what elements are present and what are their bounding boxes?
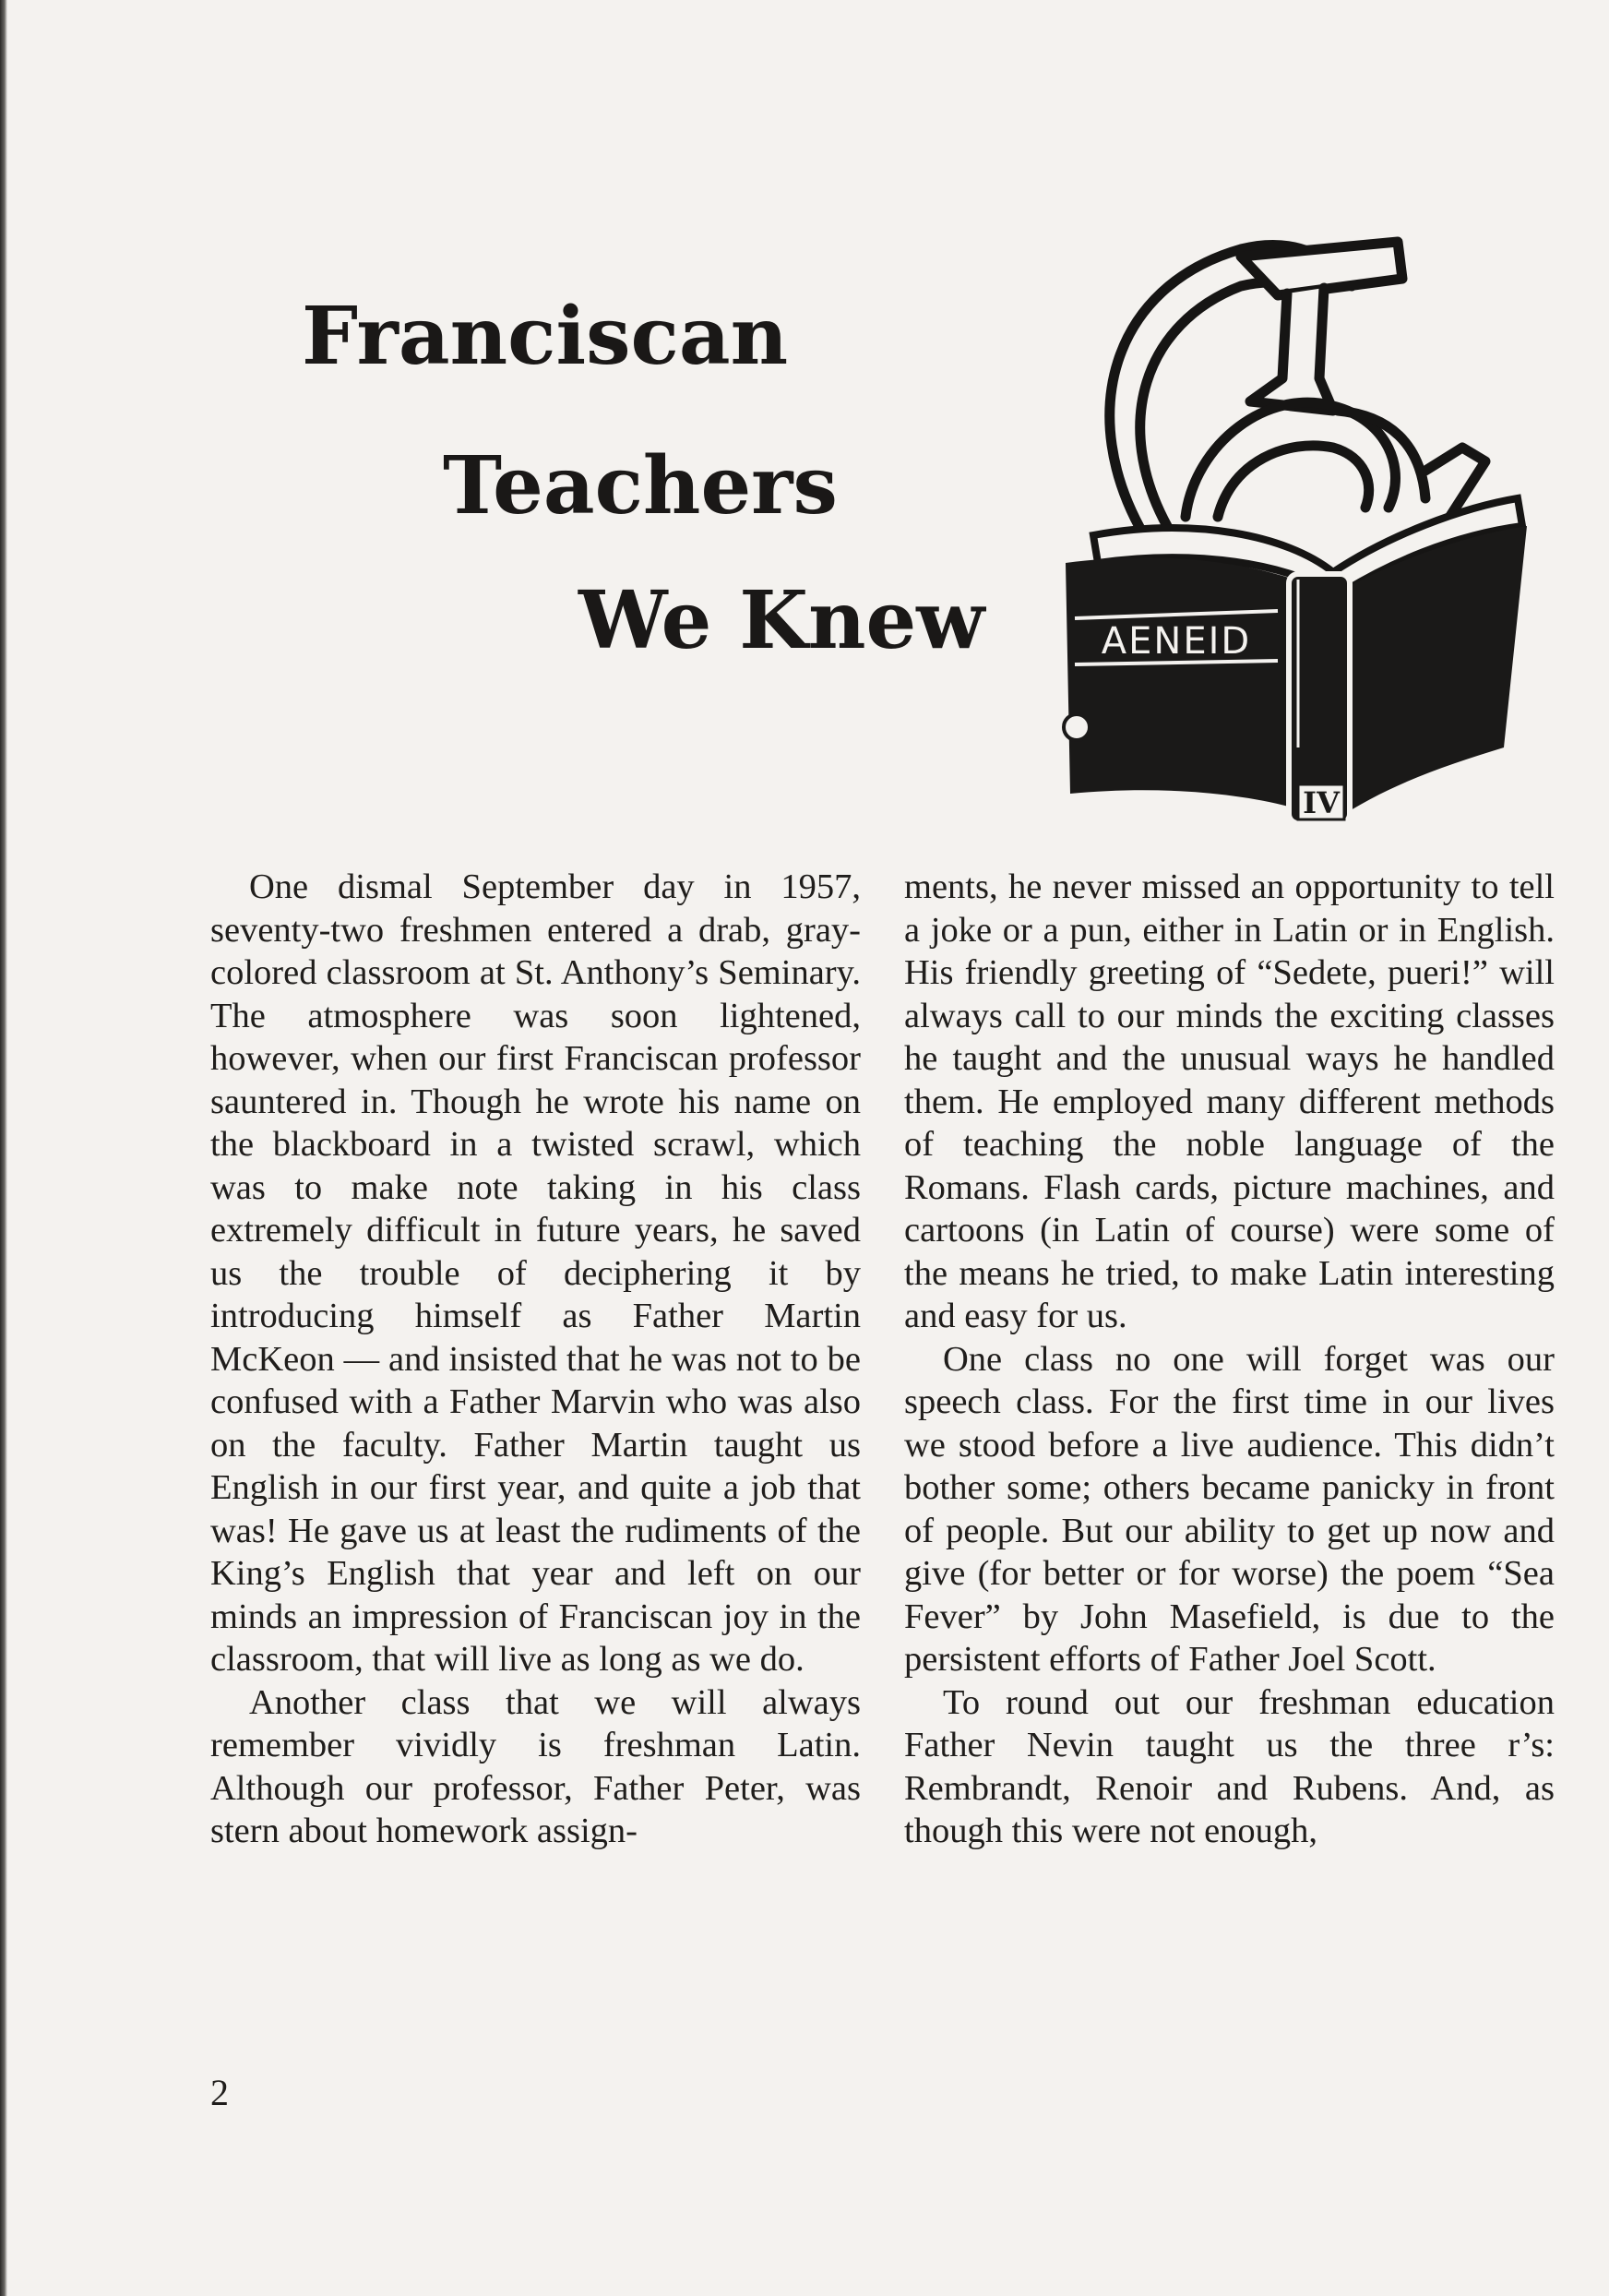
spine-volume-label: IV (1303, 785, 1340, 820)
book-clasp (1064, 714, 1090, 740)
title-line-1: Franciscan (302, 290, 789, 383)
paragraph: Another class that we will always remember vividly is freshman Latin. Although our professor, Father Peter, was stern about homework assign- (210, 1682, 861, 1850)
aeneid-book-illustration (1056, 231, 1536, 840)
book-title-label: AENEID (1101, 620, 1252, 663)
paragraph: One class no one will forget was our speech class. For the first time in our lives we stood before a live audience. This didn’t bother some; others became panicky in front of people. But our ability to get up now and give (for better or for worse) the poem “Sea Fever” by John Masefield, is due to the persistent efforts of Father Joel Scott. (904, 1339, 1555, 1679)
paragraph: One dismal September day in 1957, seventy-two freshmen entered a drab, gray-colored classroom at St. Anthony’s Seminary. The atmosphere was soon lightened, however, when our first Franciscan professor sauntered in. Though he wrote his name on the blackboard in a twisted scrawl, which was to make note taking in his class extremely difficult in future years, he saved us the trouble of deciphering it by introducing himself as Father Martin McKeon — and insisted that he was not to be confused with a Father Marvin who was also on the faculty. Father Martin taught us English in our first year, and quite a job that was! He gave us at least the rudiments of the King’s English that year and left on our minds an impression of Franciscan joy in the classroom, that will live as long as we do. (210, 867, 861, 1679)
title-line-2: Teachers (443, 439, 838, 532)
page-number: 2 (210, 2072, 229, 2113)
title-line-3: We Knew (578, 574, 985, 667)
paragraph: ments, he never missed an opportunity to tell a joke or a pun, either in Latin or in English. His friendly greeting of “Sedete, pueri!” will always call to our minds the exciting classes he taught and the unusual ways he handled them. He employed many different methods of teaching the noble language of the Romans. Flash cards, picture machines, and cartoons (in Latin of course) were some of the means he tried, to make Latin interesting and easy for us. (904, 867, 1555, 1335)
page-edge-shadow (0, 0, 7, 2296)
article-left-column (210, 866, 861, 1853)
article-right-column (904, 866, 1555, 1853)
rising-figure-drawing (1110, 242, 1485, 535)
paragraph: To round out our freshman education Father Nevin taught us the three r’s: Rembrandt, Renoir and Rubens. And, as though this were not enough, (904, 1682, 1555, 1850)
